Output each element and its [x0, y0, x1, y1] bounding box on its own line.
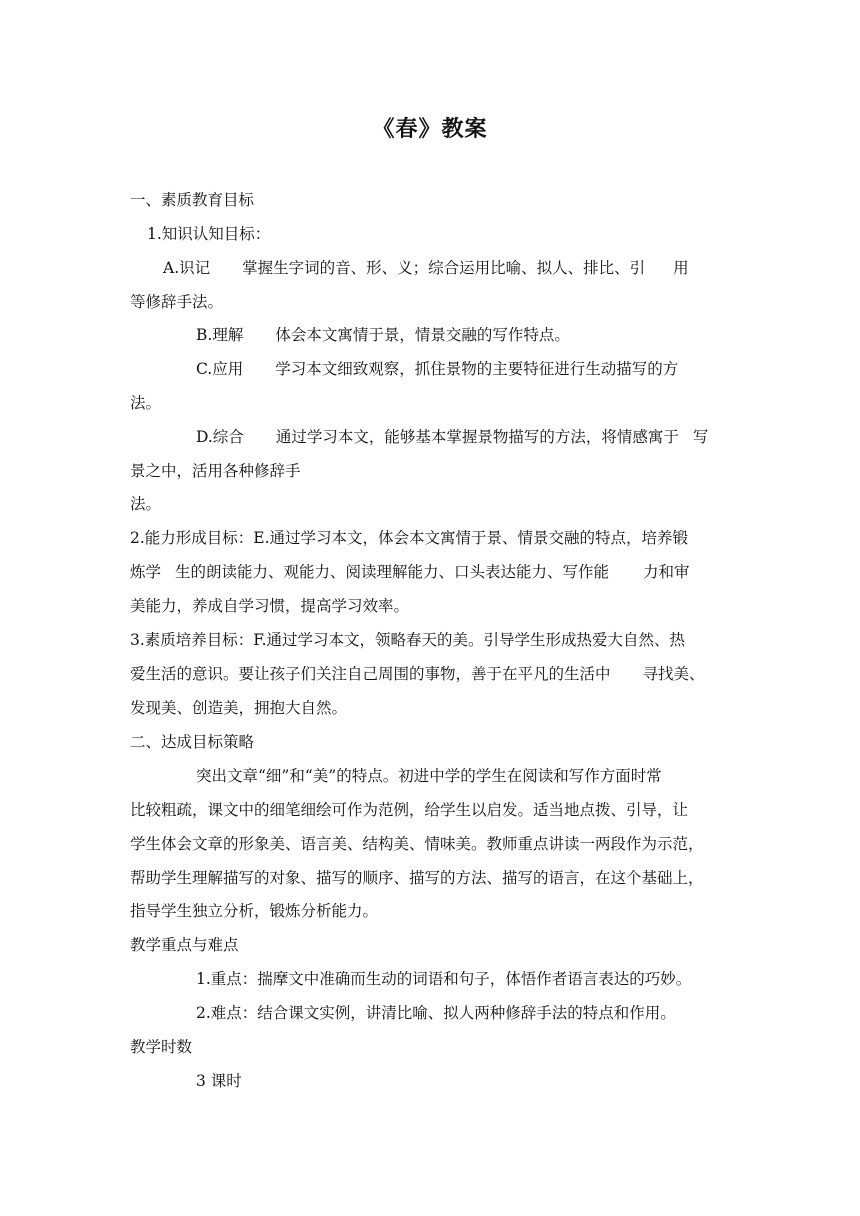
strategy-line-3: 学生体会文章的形象美、语言美、结构美、情味美。教师重点讲读一两段作为示范， [130, 835, 704, 853]
quality-goal-line-1: 3.素质培养目标：F.通过学习本文，领略春天的美。引导学生形成热爱大自然、热 [130, 631, 686, 649]
ability-goal-line-1: 2.能力形成目标：E.通过学习本文，体会本文寓情于景、情景交融的特点，培养锻 [130, 529, 689, 547]
item-d-continuation-2: 法。 [130, 495, 162, 513]
quality-goal-line-2a: 爱生活的意识。要让孩子们关注自己周围的事物，善于在平凡的生活中 [130, 665, 611, 683]
strategy-line-2: 比较粗疏，课文中的细笔细绘可作为范例，给学生以启发。适当地点拨、引导，让 [130, 801, 689, 819]
item-a [163, 258, 689, 278]
item-b-text: 体会本文寓情于景，情景交融的写作特点。 [275, 326, 570, 344]
item-d-continuation-1: 景之中，活用各种修辞手 [130, 462, 301, 480]
quality-goal-line-2 [130, 664, 705, 684]
item-a-label: A.识记 [163, 259, 211, 277]
item-d [196, 427, 708, 447]
subheading-knowledge: 1.知识认知目标： [147, 225, 271, 243]
item-a-text-tail: 用 [673, 259, 689, 277]
strategy-line-5: 指导学生独立分析，锻炼分析能力。 [130, 902, 379, 920]
quality-goal-line-2b: 寻找美、 [642, 665, 705, 683]
strategy-line-1: 突出文章“细”和“美”的特点。初进中学的学生在阅读和写作方面时常 [196, 767, 662, 785]
item-c-text: 学习本文细致观察，抓住景物的主要特征进行生动描写的方 [275, 360, 679, 378]
item-c [196, 359, 678, 379]
hours-value: 3 课时 [196, 1072, 242, 1090]
ability-goal-line-2a: 炼学 [130, 563, 162, 581]
item-d-label: D.综合 [196, 428, 244, 446]
item-a-text: 掌握生字词的音、形、义；综合运用比喻、拟人、排比、引 [242, 259, 646, 277]
item-b [196, 325, 570, 345]
section-heading-goals: 一、素质教育目标 [130, 191, 255, 209]
section-heading-strategy: 二、达成目标策略 [130, 733, 255, 751]
item-b-label: B.理解 [196, 326, 244, 344]
item-d-text-tail: 写 [692, 428, 709, 446]
ability-goal-line-2b: 生的朗读能力、观能力、阅读理解能力、口头表达能力、写作能 [175, 563, 610, 581]
document-title: 《春》教案 [372, 117, 488, 142]
difficult-point: 2.难点：结合课文实例，讲清比喻、拟人两种修辞手法的特点和作用。 [196, 1004, 676, 1022]
quality-goal-line-3: 发现美、创造美，拥抱大自然。 [130, 699, 348, 717]
ability-goal-line-2c: 力和审 [643, 563, 690, 581]
item-a-continuation: 等修辞手法。 [130, 293, 224, 311]
key-point: 1.重点：揣摩文中准确而生动的词语和句子，体悟作者语言表达的巧妙。 [196, 970, 692, 988]
ability-goal-line-3: 美能力，养成自学习惯，提高学习效率。 [130, 597, 410, 615]
item-c-continuation: 法。 [130, 394, 162, 412]
ability-goal-line-2 [130, 562, 690, 582]
item-c-label: C.应用 [196, 360, 244, 378]
section-heading-key-difficult: 教学重点与难点 [130, 936, 239, 954]
strategy-line-4: 帮助学生理解描写的对象、描写的顺序、描写的方法、描写的语言，在这个基础上， [130, 869, 704, 887]
item-d-text: 通过学习本文，能够基本掌握景物描写的方法，将情感寓于 [275, 428, 679, 446]
section-heading-hours: 教学时数 [130, 1038, 193, 1056]
